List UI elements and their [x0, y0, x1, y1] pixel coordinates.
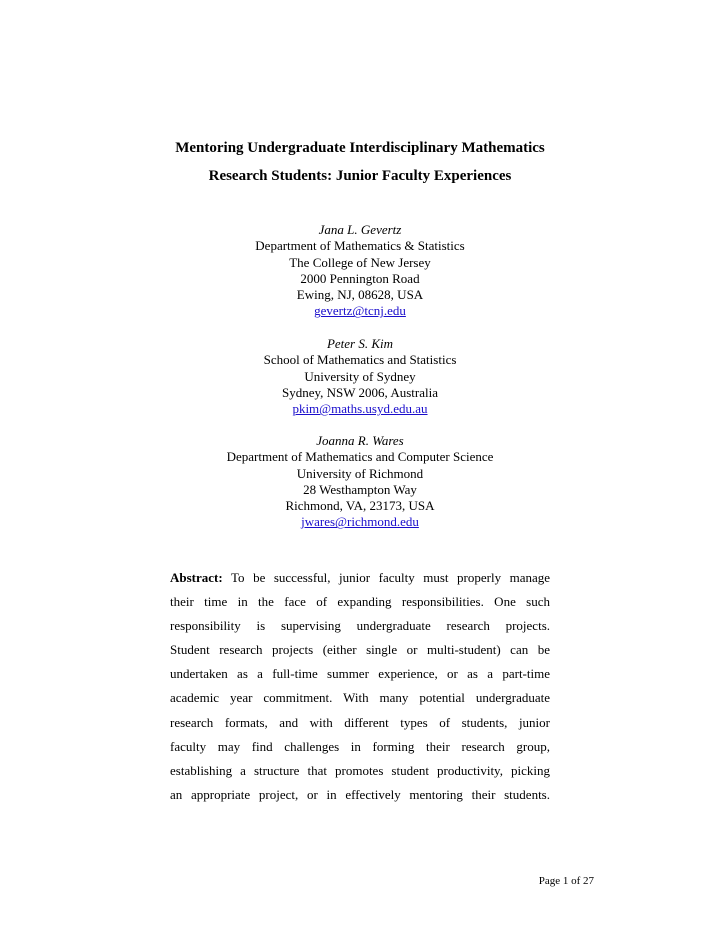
- author-name: Joanna R. Wares: [316, 433, 404, 448]
- abstract-first-line-text: To be successful, junior faculty must properly manage: [231, 570, 551, 585]
- affiliation-line: School of Mathematics and Statistics: [263, 352, 457, 368]
- author-email-link[interactable]: gevertz@tcnj.edu: [314, 303, 406, 319]
- affiliation-line: Ewing, NJ, 08628, USA: [296, 287, 424, 303]
- author-block-wares: [0, 433, 720, 531]
- paper-title: [0, 134, 720, 190]
- abstract: [170, 566, 550, 807]
- abstract-line: responsibility is supervising undergraduate research projects.: [170, 618, 550, 634]
- title-line-1: Mentoring Undergraduate Interdisciplinary Mathematics: [175, 140, 545, 156]
- abstract-line: academic year commitment. With many potential undergraduate: [170, 690, 550, 706]
- author-email-link[interactable]: pkim@maths.usyd.edu.au: [292, 401, 428, 417]
- abstract-line: [170, 566, 550, 590]
- abstract-line: an appropriate project, or in effectively mentoring their students.: [170, 786, 550, 802]
- affiliation-line: University of Sydney: [304, 368, 416, 384]
- affiliation-line: Department of Mathematics & Statistics: [255, 238, 465, 254]
- abstract-line: research formats, and with different types of students, junior: [170, 714, 550, 730]
- affiliation-line: The College of New Jersey: [289, 254, 431, 270]
- affiliation-line: University of Richmond: [296, 465, 424, 481]
- affiliation-line: 28 Westhampton Way: [303, 481, 417, 497]
- affiliation-line: Department of Mathematics and Computer Science: [226, 449, 494, 465]
- abstract-label: Abstract:: [170, 570, 223, 585]
- abstract-line: Student research projects (either single or multi-student) can be: [170, 642, 550, 658]
- author-block-gevertz: [0, 222, 720, 320]
- title-line-2: Research Students: Junior Faculty Experiences: [208, 168, 512, 184]
- author-name: Peter S. Kim: [326, 336, 394, 351]
- abstract-line: establishing a structure that promotes student productivity, picking: [170, 762, 550, 778]
- abstract-line: undertaken as a full-time summer experience, or as a part-time: [170, 666, 550, 682]
- abstract-line: their time in the face of expanding responsibilities. One such: [170, 594, 550, 610]
- author-block-kim: [0, 336, 720, 417]
- page-number: Page 1 of 27: [538, 875, 594, 887]
- affiliation-line: Sydney, NSW 2006, Australia: [282, 384, 438, 400]
- abstract-line: faculty may find challenges in forming their research group,: [170, 738, 550, 754]
- author-name: Jana L. Gevertz: [318, 222, 402, 237]
- affiliation-line: Richmond, VA, 23173, USA: [285, 498, 435, 514]
- affiliation-line: 2000 Pennington Road: [300, 270, 420, 286]
- author-email-link[interactable]: jwares@richmond.edu: [301, 514, 419, 530]
